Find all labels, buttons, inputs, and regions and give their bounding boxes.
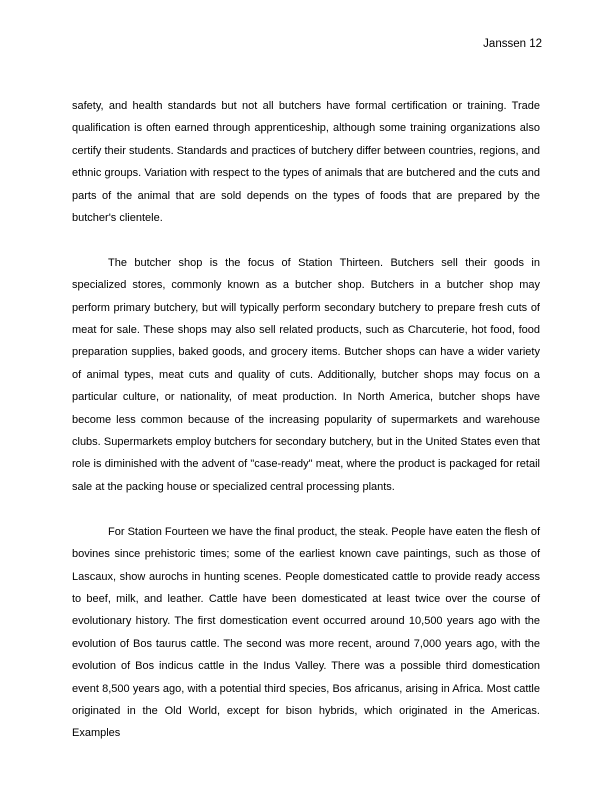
paragraph-butcher-shop: The butcher shop is the focus of Station Thirteen. Butchers sell their goods in specialized stores, commonly known as a butcher shop. Butchers in a butcher shop may perform primary butchery, but will typically perform secondary butchery to prepare fresh cuts of meat for sale. These shops may also sell related products, such as Charcuterie, hot food, food preparation supplies, baked goods, and grocery items. Butcher shops can have a wider variety of animal types, meat cuts and quality of cuts. Additionally, butcher shops may focus on a particular culture, or nationality, of meat production. In North America, butcher shops have become less common because of the increasing popularity of supermarkets and warehouse clubs. Supermarkets employ butchers for secondary butchery, but in the United States even that role is diminished with the advent of "case-ready" meat, where the product is packaged for retail sale at the packing house or specialized central processing plants. (72, 256, 540, 493)
running-header: Janssen 12 (483, 38, 542, 50)
paragraph-continuation: safety, and health standards but not all butchers have formal certification or training. Trade qualification is often earned through apprenticeship, although some training organizations also certify their students. Standards and practices of butchery differ between countries, regions, and ethnic groups. Variation with respect to the types of animals that are butchered and the cuts and parts of the animal that are sold depends on the types of foods that are prepared by the butcher's clientele. (72, 100, 540, 225)
body-text (72, 95, 540, 745)
paragraph-steak: For Station Fourteen we have the final product, the steak. People have eaten the flesh of bovines since prehistoric times; some of the earliest known cave paintings, such as those of Lascaux, show aurochs in hunting scenes. People domesticated cattle to provide ready access to beef, milk, and leather. Cattle have been domesticated at least twice over the course of evolutionary history. The first domestication event occurred around 10,500 years ago with the evolution of Bos taurus cattle. The second was more recent, around 7,000 years ago, with the evolution of Bos indicus cattle in the Indus Valley. There was a possible third domestication event 8,500 years ago, with a potential third species, Bos africanus, arising in Africa. Most cattle originated in the Old World, except for bison hybrids, which originated in the Americas. Examples (72, 525, 540, 740)
